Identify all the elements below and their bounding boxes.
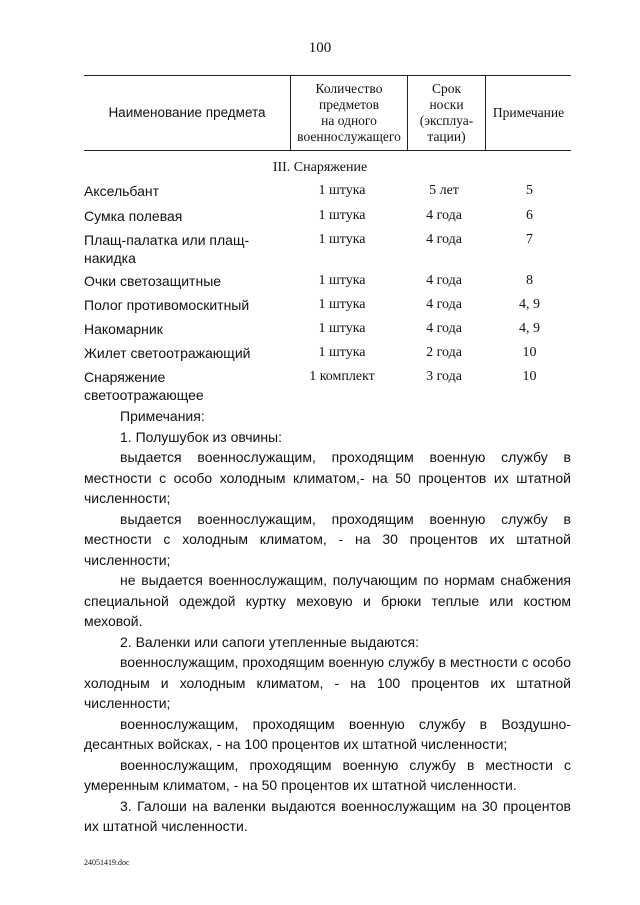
header-quantity: Количество предметов на одного военнослужащего: [297, 81, 401, 144]
cell-note: 8: [526, 273, 533, 288]
note-1-title: 1. Полушубок из овчины:: [120, 428, 283, 445]
cell-term: 3 года: [426, 369, 462, 384]
cell-quantity: 1 штука: [318, 273, 366, 288]
cell-note: 10: [522, 345, 537, 360]
cell-term: 4 года: [426, 297, 462, 312]
cell-term: 4 года: [426, 273, 462, 288]
cell-name: Плащ-палатка или плащ- накидка: [84, 232, 250, 266]
cell-note: 6: [526, 208, 533, 223]
cell-note: 4, 9: [519, 297, 540, 312]
cell-quantity: 1 штука: [318, 232, 366, 247]
cell-quantity: 1 штука: [318, 297, 366, 312]
cell-term: 2 года: [426, 345, 462, 360]
note-1-paragraph: выдается военнослужащим, проходящим военную службу в местности с особо холодным климатом,- на 50 процентов их штатной численности;: [84, 449, 571, 506]
document-code: 24051419.doc: [84, 858, 130, 867]
note-1-paragraph: выдается военнослужащим, проходящим военную службу в местности с холодным климатом, - на 30 процентов их штатной численности;: [84, 510, 571, 568]
section-title: III. Снаряжение: [272, 160, 368, 175]
cell-term: 5 лет: [429, 183, 459, 198]
cell-note: 10: [522, 369, 537, 384]
cell-note: 4, 9: [519, 321, 540, 336]
cell-quantity: 1 штука: [318, 345, 366, 360]
note-2-paragraph: военнослужащим, проходящим военную службу в местности с особо холодным и холодным климатом, - на 100 процентов их штатной численности;: [84, 654, 571, 711]
note-2-paragraph: военнослужащим, проходящим военную службу в местности с умеренным климатом, - на 50 процентов их штатной численности.: [84, 756, 571, 793]
cell-term: 4 года: [426, 321, 462, 336]
notes-block: [84, 406, 571, 837]
cell-name: Жилет светоотражающий: [84, 345, 251, 361]
cell-name: Снаряжение светоотражающее: [84, 369, 204, 403]
note-3-paragraph: 3. Галоши на валенки выдаются военнослужащим на 30 процентов их штатной численности.: [84, 797, 571, 834]
header-note: Примечание: [492, 105, 565, 120]
cell-quantity: 1 штука: [318, 321, 366, 336]
notes-heading: Примечания:: [120, 408, 205, 424]
page-number: 100: [308, 40, 332, 56]
cell-term: 4 года: [426, 232, 462, 247]
table-header-bottom-border: [84, 150, 571, 151]
cell-quantity: 1 штука: [318, 208, 366, 223]
cell-term: 4 года: [426, 208, 462, 223]
cell-note: 5: [526, 183, 533, 198]
cell-name: Сумка полевая: [84, 208, 183, 224]
cell-note: 7: [526, 232, 533, 247]
header-name: Наименование предмета: [108, 105, 266, 120]
note-2-paragraph: военнослужащим, проходящим военную службу в Воздушно-десантных войсках, - на 100 процентов их штатной численности;: [84, 715, 571, 752]
cell-name: Полог противомоскитный: [84, 297, 250, 313]
cell-quantity: 1 штука: [318, 183, 366, 198]
cell-quantity: 1 комплект: [309, 369, 375, 384]
cell-name: Накомарник: [84, 321, 163, 337]
note-2-title: 2. Валенки или сапоги утепленные выдаются:: [120, 633, 420, 650]
cell-name: Аксельбант: [84, 183, 160, 199]
header-term: Срок носки (эксплуа- тации): [419, 81, 474, 144]
cell-name: Очки светозащитные: [84, 273, 222, 289]
note-1-paragraph: не выдается военнослужащим, получающим по нормам снабжения специальной одеждой куртку меховую и брюки теплые или костюм меховой.: [84, 572, 571, 629]
